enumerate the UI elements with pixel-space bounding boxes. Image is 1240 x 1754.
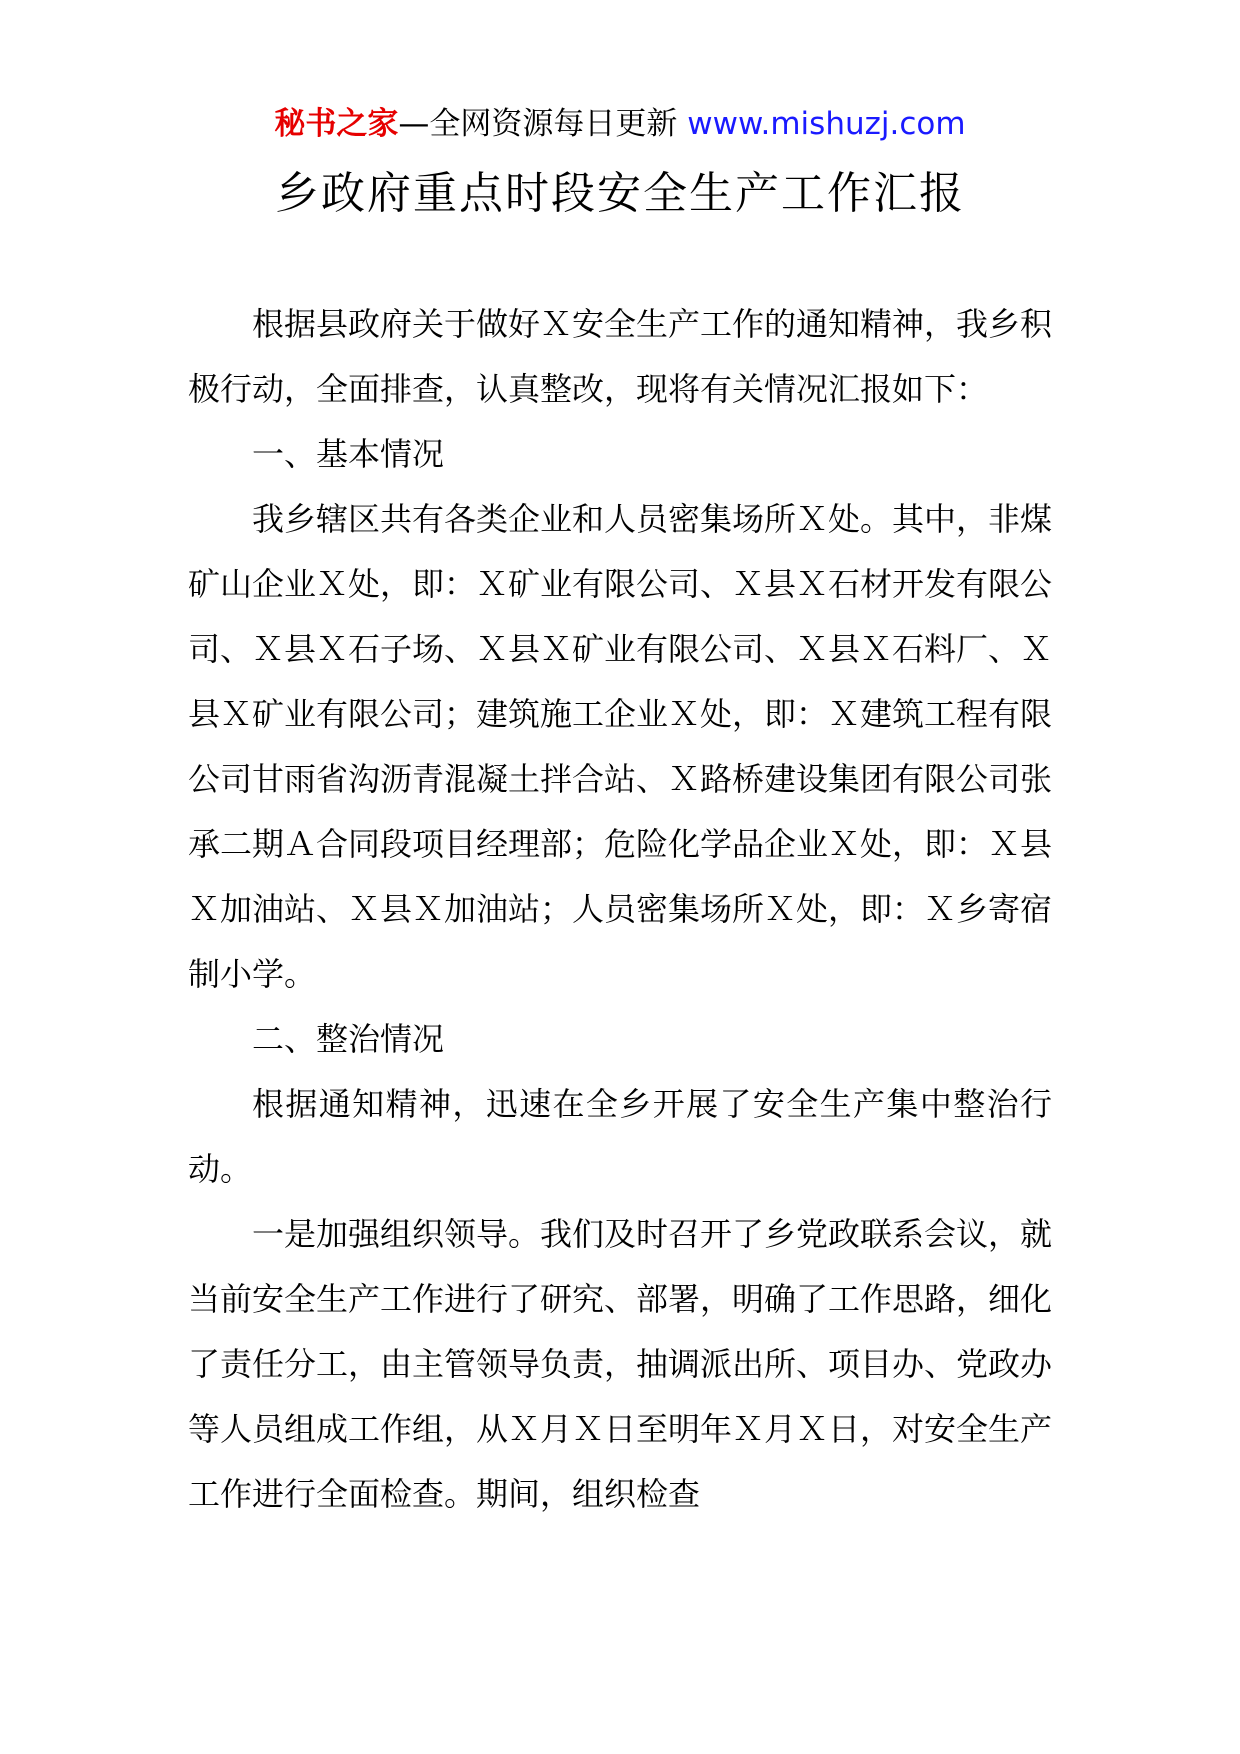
paragraph-intro: 根据县政府关于做好Ｘ安全生产工作的通知精神，我乡积极行动，全面排查，认真整改，现将有关情况汇报如下：: [188, 305, 1053, 408]
document-title: 乡政府重点时段安全生产工作汇报: [275, 168, 965, 219]
site-header: [0, 100, 1240, 148]
paragraph-organization: 一是加强组织领导。我们及时召开了乡党政联系会议，就当前安全生产工作进行了研究、部署，明确了工作思路，细化了责任分工，由主管领导负责，抽调派出所、项目办、党政办等人员组成工作组，从Ｘ月Ｘ日至明年Ｘ月Ｘ日，对安全生产工作进行全面检查。期间，组织检查: [188, 1215, 1053, 1513]
header-tagline: —全网资源每日更新: [398, 106, 678, 142]
site-url-link[interactable]: www.mishuzj.com: [687, 106, 966, 142]
paragraph-basic-situation: 我乡辖区共有各类企业和人员密集场所Ｘ处。其中，非煤矿山企业Ｘ处，即：Ｘ矿业有限公司、Ｘ县Ｘ石材开发有限公司、Ｘ县Ｘ石子场、Ｘ县Ｘ矿业有限公司、Ｘ县Ｘ石料厂、Ｘ县Ｘ矿业有限公司；建筑施工企业Ｘ处，即：Ｘ建筑工程有限公司甘雨省沟沥青混凝土拌合站、Ｘ路桥建设集团有限公司张承二期Ａ合同段项目经理部；危险化学品企业Ｘ处，即：Ｘ县Ｘ加油站、Ｘ县Ｘ加油站；人员密集场所Ｘ处，即：Ｘ乡寄宿制小学。: [188, 500, 1053, 993]
document-body: [188, 292, 1052, 1527]
brand-name: 秘书之家: [274, 106, 399, 142]
section-heading-rectification: 二、整治情况: [252, 1020, 445, 1058]
paragraph-rectification-intro: 根据通知精神，迅速在全乡开展了安全生产集中整治行动。: [188, 1085, 1052, 1188]
section-heading-basic: 一、基本情况: [252, 435, 445, 473]
